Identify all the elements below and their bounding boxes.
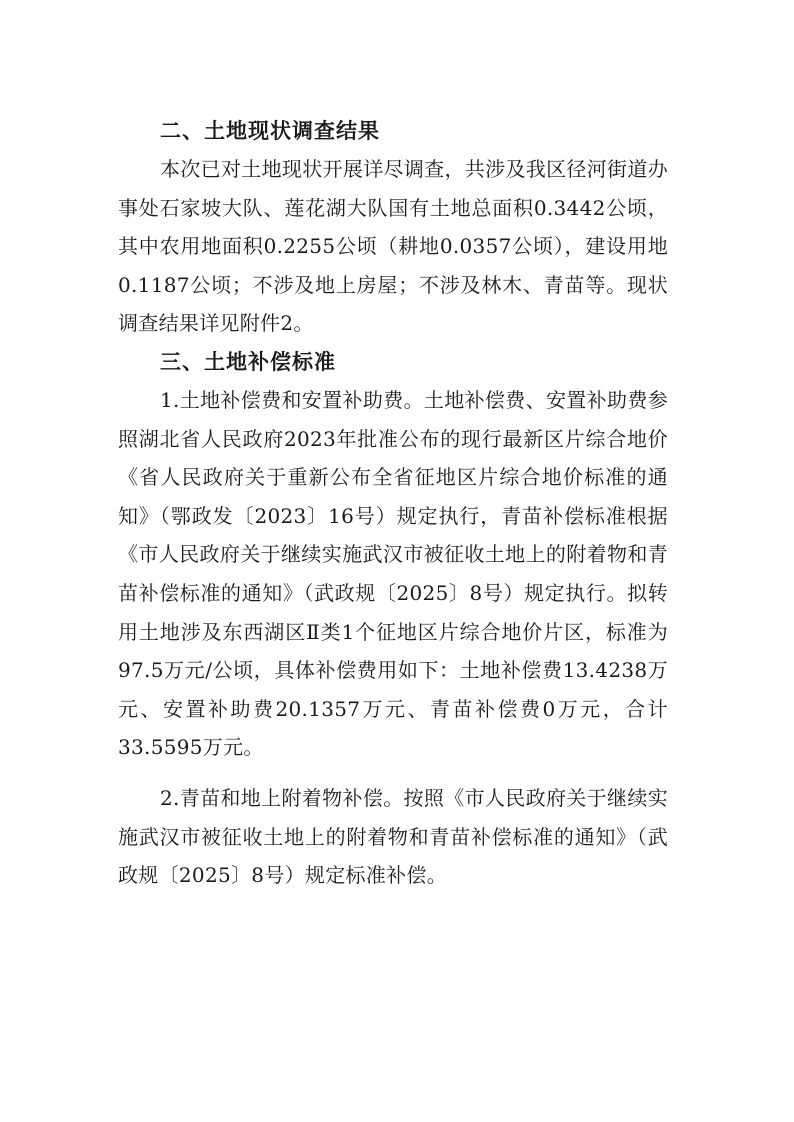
document-body	[118, 112, 668, 895]
section-heading-land-survey: 二、土地现状调查结果	[160, 119, 380, 143]
compensation-paragraph-2: 2.青苗和地上附着物补偿。按照《市人民政府关于继续实施武汉市被征收土地上的附着物和青苗补偿标准的通知》（武政规〔2025〕8号）规定标准补偿。	[118, 785, 668, 888]
paragraph-spacer	[118, 767, 668, 779]
compensation-paragraph-1: 1.土地补偿费和安置补助费。土地补偿费、安置补助费参照湖北省人民政府2023年批准公布的现行最新区片综合地价《省人民政府关于重新公布全省征地区片综合地价标准的通知》（鄂政发〔2023〕16号）规定执行，青苗补偿标准根据《市人民政府关于继续实施武汉市被征收土地上的附着物和青苗补偿标准的通知》（武政规〔2025〕8号）规定执行。拟转用土地涉及东西湖区Ⅱ类1个征地区片综合地价片区，标准为97.5万元/公顷，具体补偿费用如下：土地补偿费13.4238万元、安置补助费20.1357万元、青苗补偿费0万元，合计33.5595万元。	[118, 387, 668, 760]
section-heading-compensation-standard: 三、土地补偿标准	[160, 349, 336, 374]
land-survey-paragraph: 本次已对土地现状开展详尽调查，共涉及我区径河街道办事处石家坡大队、莲花湖大队国有土地总面积0.3442公顷，其中农用地面积0.2255公顷（耕地0.0357公顷），建设用地0.1187公顷；不涉及地上房屋；不涉及林木、青苗等。现状调查结果详见附件2。	[118, 157, 668, 336]
